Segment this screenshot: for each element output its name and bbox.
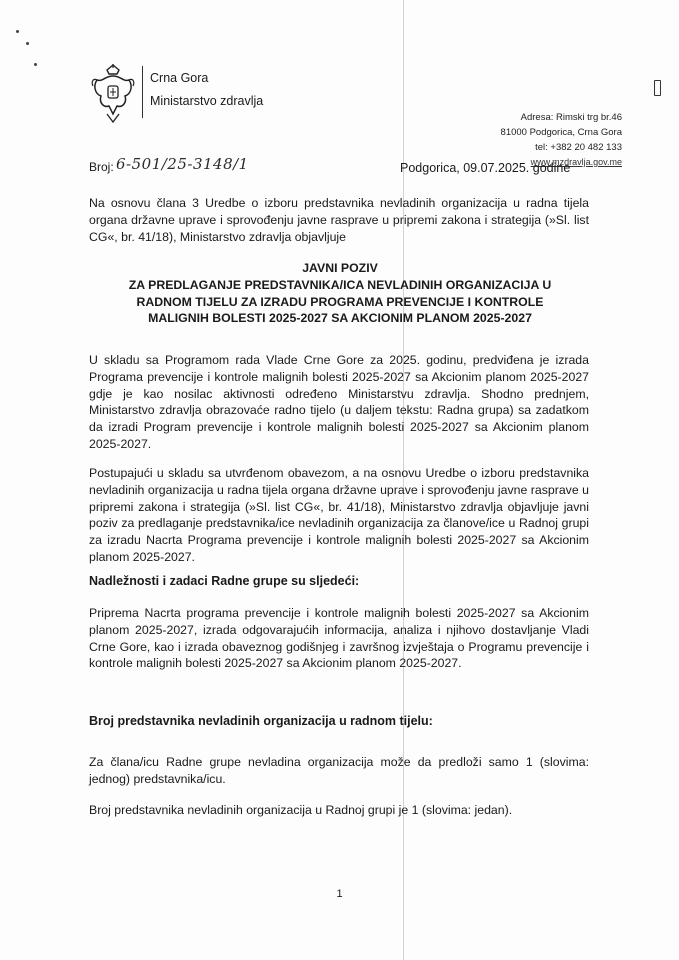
document-date: Podgorica, 09.07.2025. godine — [400, 161, 571, 175]
representatives-count: Broj predstavnika nevladinih organizacija u Radnoj grupi je 1 (slovima: jedan). — [89, 803, 513, 817]
title-line: ZA PREDLAGANJE PREDSTAVNIKA/ICA NEVLADINIH ORGANIZACIJA U — [128, 277, 552, 292]
title-line: MALIGNIH BOLESTI 2025-2027 SA AKCIONIM PLANOM 2025-2027 — [148, 311, 532, 326]
address-city: 81000 Podgorica, Crna Gora — [500, 127, 622, 138]
intro-paragraph: Na osnovu člana 3 Uredbe o izboru predstavnika nevladinih organizacija u radna tijela organa državne uprave i sprovođenju javne rasprave u pripremi zakona i strategija (»Sl. list CG«, br. 41/18), Ministarstvo zdravlja objavljuje — [89, 196, 589, 244]
representatives-paragraph: Za člana/icu Radne grupe nevladina organizacija može da predloži samo 1 (slovima: jednog) predstavnika/icu. — [89, 755, 589, 786]
address-phone: tel: +382 20 482 133 — [535, 142, 622, 153]
reference-label: Broj: — [89, 160, 114, 174]
scan-corner-mark — [654, 80, 661, 96]
body-paragraph: Postupajući u skladu sa utvrđenom obavezom, a na osnovu Uredbe o izboru predstavnika nevladinih organizacija u radna tijela organa državne uprave i sprovođenju javne rasprave u pripremi zakona i strategija (»Sl. list CG«, br. 41/18), Ministarstvo zdravlja objavljuje javni poziv za predlaganje predstavnika/ice nevladinih organizacija za članove/ice u Radnoj grupi za izradu Nacrta Programa prevencije i kontrole malignih bolesti 2025-2027 sa Akcionim planom 2025-2027. — [89, 466, 589, 564]
address-street: Adresa: Rimski trg br.46 — [520, 112, 622, 123]
montenegro-coat-of-arms-icon — [89, 64, 137, 124]
scan-speck — [26, 42, 29, 45]
country-name: Crna Gora — [150, 71, 209, 85]
scan-speck — [34, 63, 37, 66]
scan-speck — [16, 30, 19, 33]
body-paragraph: U skladu sa Programom rada Vlade Crne Gore za 2025. godinu, predviđena je izrada Programa prevencije i kontrole malignih bolesti 2025-2027 sa Akcionim planom 2025-2027 gdje je kao nosilac aktivnosti određeno Ministarstvu zdravlja. Shodno prednjem, Ministarstvo zdravlja obrazovaće radno tijelo (u daljem tekstu: Radna grupa) sa zadatkom da izradi Program prevencije i kontrole malignih bolesti 2025-2027 sa Akcionim planom 2025-2027. — [89, 353, 589, 451]
reference-number: 6-501/25-3148/1 — [116, 155, 249, 173]
title-line: JAVNI POZIV — [302, 261, 378, 275]
header-divider — [142, 66, 143, 118]
tasks-paragraph: Priprema Nacrta programa prevencije i kontrole malignih bolesti 2025-2027 sa Akcionim planom 2025-2027, izrada odgovarajućih informacija, analiza i njihovo dostavljanje Vladi Crne Gore, kao i izrada obaveznog godišnjeg i završnog izvještaja o Programu prevencije i kontrole malignih bolesti 2025-2027 sa Akcionim planom 2025-2027. — [89, 606, 589, 671]
title-line: RADNOM TIJELU ZA IZRADU PROGRAMA PREVENCIJE I KONTROLE — [136, 294, 544, 309]
ministry-name: Ministarstvo zdravlja — [150, 94, 264, 108]
website-link[interactable]: www.mzdravlja.gov.me — [530, 157, 622, 167]
page-number: 1 — [336, 888, 343, 900]
document-title — [60, 260, 620, 327]
tasks-heading: Nadležnosti i zadaci Radne grupe su sljedeći: — [89, 574, 360, 588]
representatives-heading: Broj predstavnika nevladinih organizacija u radnom tijelu: — [89, 714, 433, 728]
